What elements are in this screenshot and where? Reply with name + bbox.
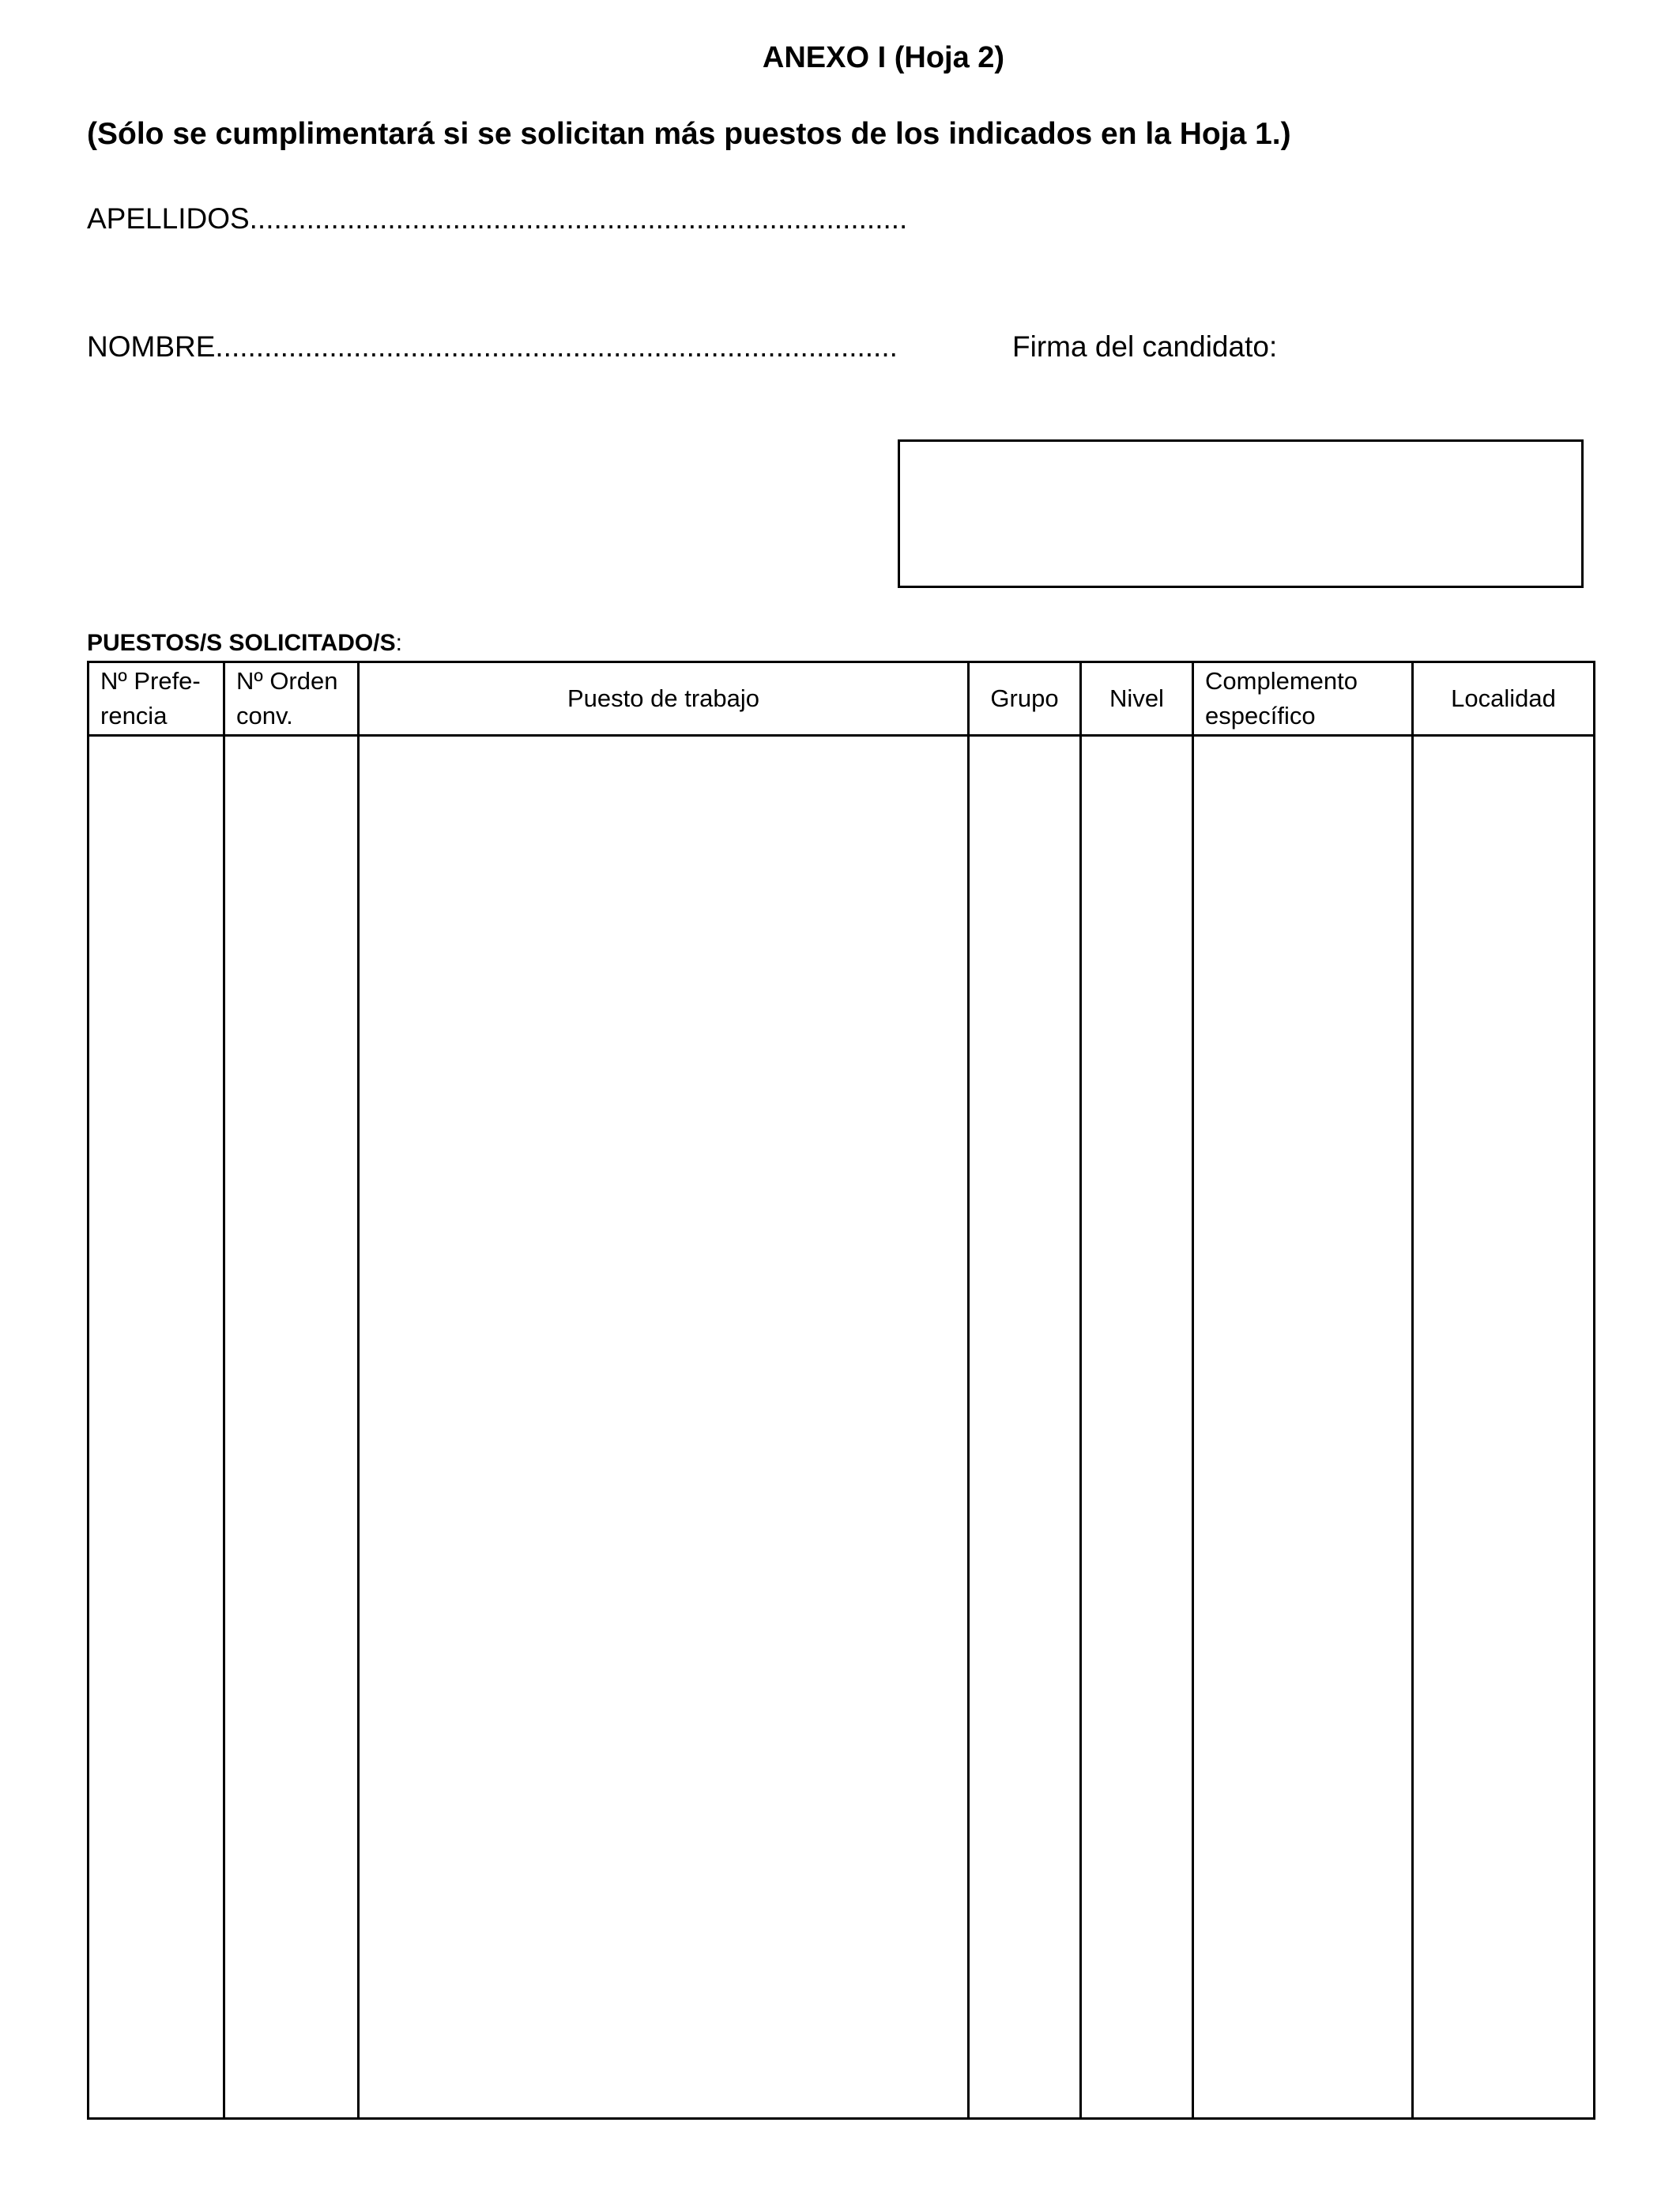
header-complemento-especifico: Complemento específico [1193, 662, 1413, 736]
header-puesto-trabajo: Puesto de trabajo [359, 662, 969, 736]
cell-n-orden[interactable] [224, 736, 359, 2119]
page-subtitle: (Sólo se cumplimentará si se solicitan más puestos de los indicados en la Hoja 1.) [87, 117, 1291, 151]
apellidos-field[interactable]: APELLIDOS................................................................................. [87, 202, 908, 235]
cell-complemento-especifico[interactable] [1193, 736, 1413, 2119]
header-n-preferencia: Nº Prefe- rencia [89, 662, 224, 736]
section-label-text: PUESTOS/S SOLICITADO/S [87, 630, 396, 656]
cell-n-preferencia[interactable] [89, 736, 224, 2119]
section-label [87, 630, 402, 657]
table-body-row [89, 736, 1595, 2119]
nombre-field[interactable]: NOMBRE.................................................................................... [87, 330, 898, 363]
cell-grupo[interactable] [969, 736, 1081, 2119]
page-title: ANEXO I (Hoja 2) [762, 41, 1005, 74]
cell-localidad[interactable] [1413, 736, 1595, 2119]
table-header-row [89, 662, 1595, 736]
signature-box[interactable] [898, 439, 1584, 588]
header-n-orden: Nº Orden conv. [224, 662, 359, 736]
cell-nivel[interactable] [1081, 736, 1193, 2119]
section-label-colon: : [395, 630, 402, 656]
positions-table [87, 661, 1595, 2120]
header-nivel: Nivel [1081, 662, 1193, 736]
header-grupo: Grupo [969, 662, 1081, 736]
cell-puesto-trabajo[interactable] [359, 736, 969, 2119]
header-localidad: Localidad [1413, 662, 1595, 736]
firma-label: Firma del candidato: [1012, 330, 1278, 363]
